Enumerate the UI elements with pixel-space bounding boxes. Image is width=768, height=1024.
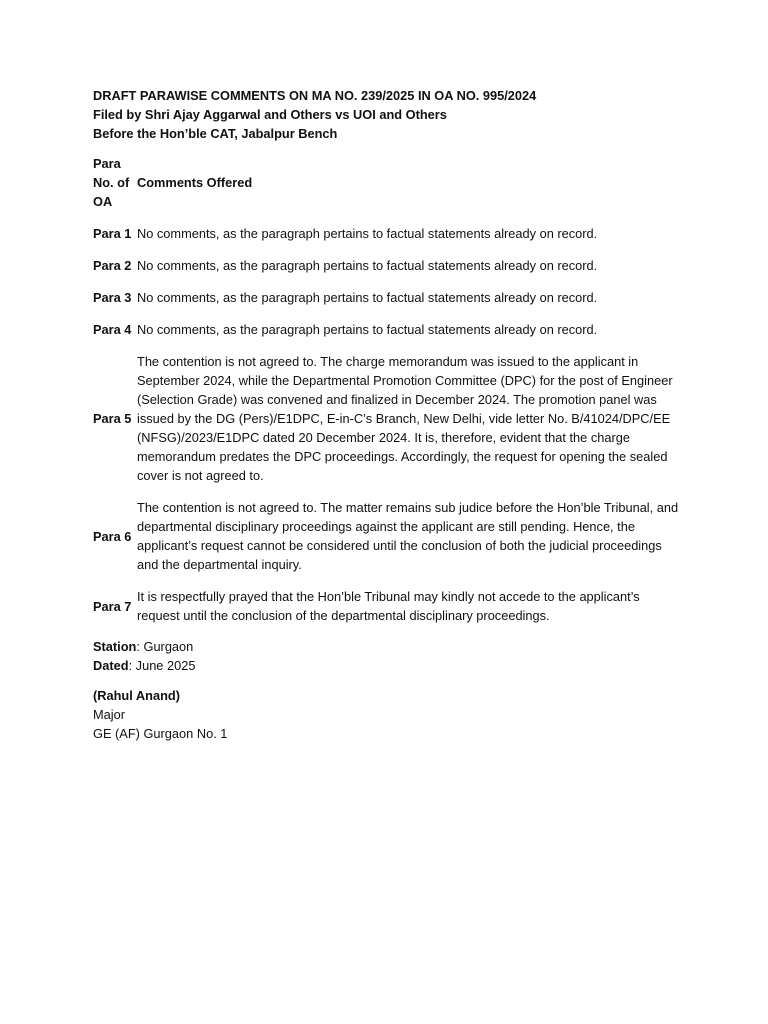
para-comment: The contention is not agreed to. The matter remains sub judice before the Hon’ble Tribunal, and departmental disciplinary proceedings against the applicant are still pending. Hence, the applicant’s request cannot be considered until the conclusion of both the judicial proceedings and the departmental inquiry. <box>137 500 679 572</box>
para-comment: No comments, as the paragraph pertains to factual statements already on record. <box>137 226 598 241</box>
para-number: Para 2 <box>93 258 132 273</box>
para-number: Para 7 <box>93 598 132 614</box>
para-number: Para 5 <box>93 411 132 426</box>
dated-label: Dated <box>93 658 129 673</box>
comments-column-header: Comments Offered <box>137 175 253 190</box>
table-row <box>93 498 683 574</box>
para-comment: No comments, as the paragraph pertains to factual statements already on record. <box>137 258 598 273</box>
para-number: Para 6 <box>93 528 132 544</box>
para-header-line: No. of <box>93 175 130 190</box>
table-row <box>93 587 683 625</box>
table-row <box>93 256 683 275</box>
para-header-line: OA <box>93 194 113 209</box>
comments-table <box>93 154 683 625</box>
dated-line <box>93 656 685 675</box>
para-number: Para 4 <box>93 322 132 337</box>
para-number: Para 3 <box>93 290 132 305</box>
table-row <box>93 352 683 485</box>
para-comment: No comments, as the paragraph pertains to factual statements already on record. <box>137 322 598 337</box>
signatory-rank: Major <box>93 707 125 722</box>
table-row <box>93 320 683 339</box>
table-row <box>93 224 683 243</box>
document-title: DRAFT PARAWISE COMMENTS ON MA NO. 239/2025 IN OA NO. 995/2024 <box>93 88 537 103</box>
para-comment: It is respectfully prayed that the Hon’ble Tribunal may kindly not accede to the applicant’s request until the conclusion of the departmental disciplinary proceedings. <box>137 589 640 623</box>
signature-block <box>93 686 685 743</box>
para-comment: The contention is not agreed to. The charge memorandum was issued to the applicant in September 2024, while the Departmental Promotion Committee (DPC) for the post of Engineer (Selection Grade) was convened and finalized in December 2024. The promotion panel was issued by the DG (Pers)/E1DPC, E-in-C’s Branch, New Delhi, vide letter No. B/41024/DPC/EE (NFSG)/2023/E1DPC dated 20 December 2024. It is, therefore, evident that the charge memorandum predates the DPC proceedings. Accordingly, the request for opening the sealed cover is not agreed to. <box>137 354 673 483</box>
para-header-line: Para <box>93 156 121 171</box>
signatory-name: (Rahul Anand) <box>93 688 180 703</box>
station-value: : Gurgaon <box>136 639 194 654</box>
table-header-row <box>93 154 683 211</box>
table-row <box>93 288 683 307</box>
filed-by-line: Filed by Shri Ajay Aggarwal and Others vs UOI and Others <box>93 107 447 122</box>
para-comment: No comments, as the paragraph pertains to factual statements already on record. <box>137 290 598 305</box>
station-date-block <box>93 637 685 675</box>
station-label: Station <box>93 639 137 654</box>
bench-line: Before the Hon’ble CAT, Jabalpur Bench <box>93 126 338 141</box>
dated-value: : June 2025 <box>128 658 196 673</box>
para-number: Para 1 <box>93 226 132 241</box>
signatory-unit: GE (AF) Gurgaon No. 1 <box>93 726 228 741</box>
para-column-header <box>93 154 137 211</box>
document-page <box>93 86 685 743</box>
station-line <box>93 637 685 656</box>
